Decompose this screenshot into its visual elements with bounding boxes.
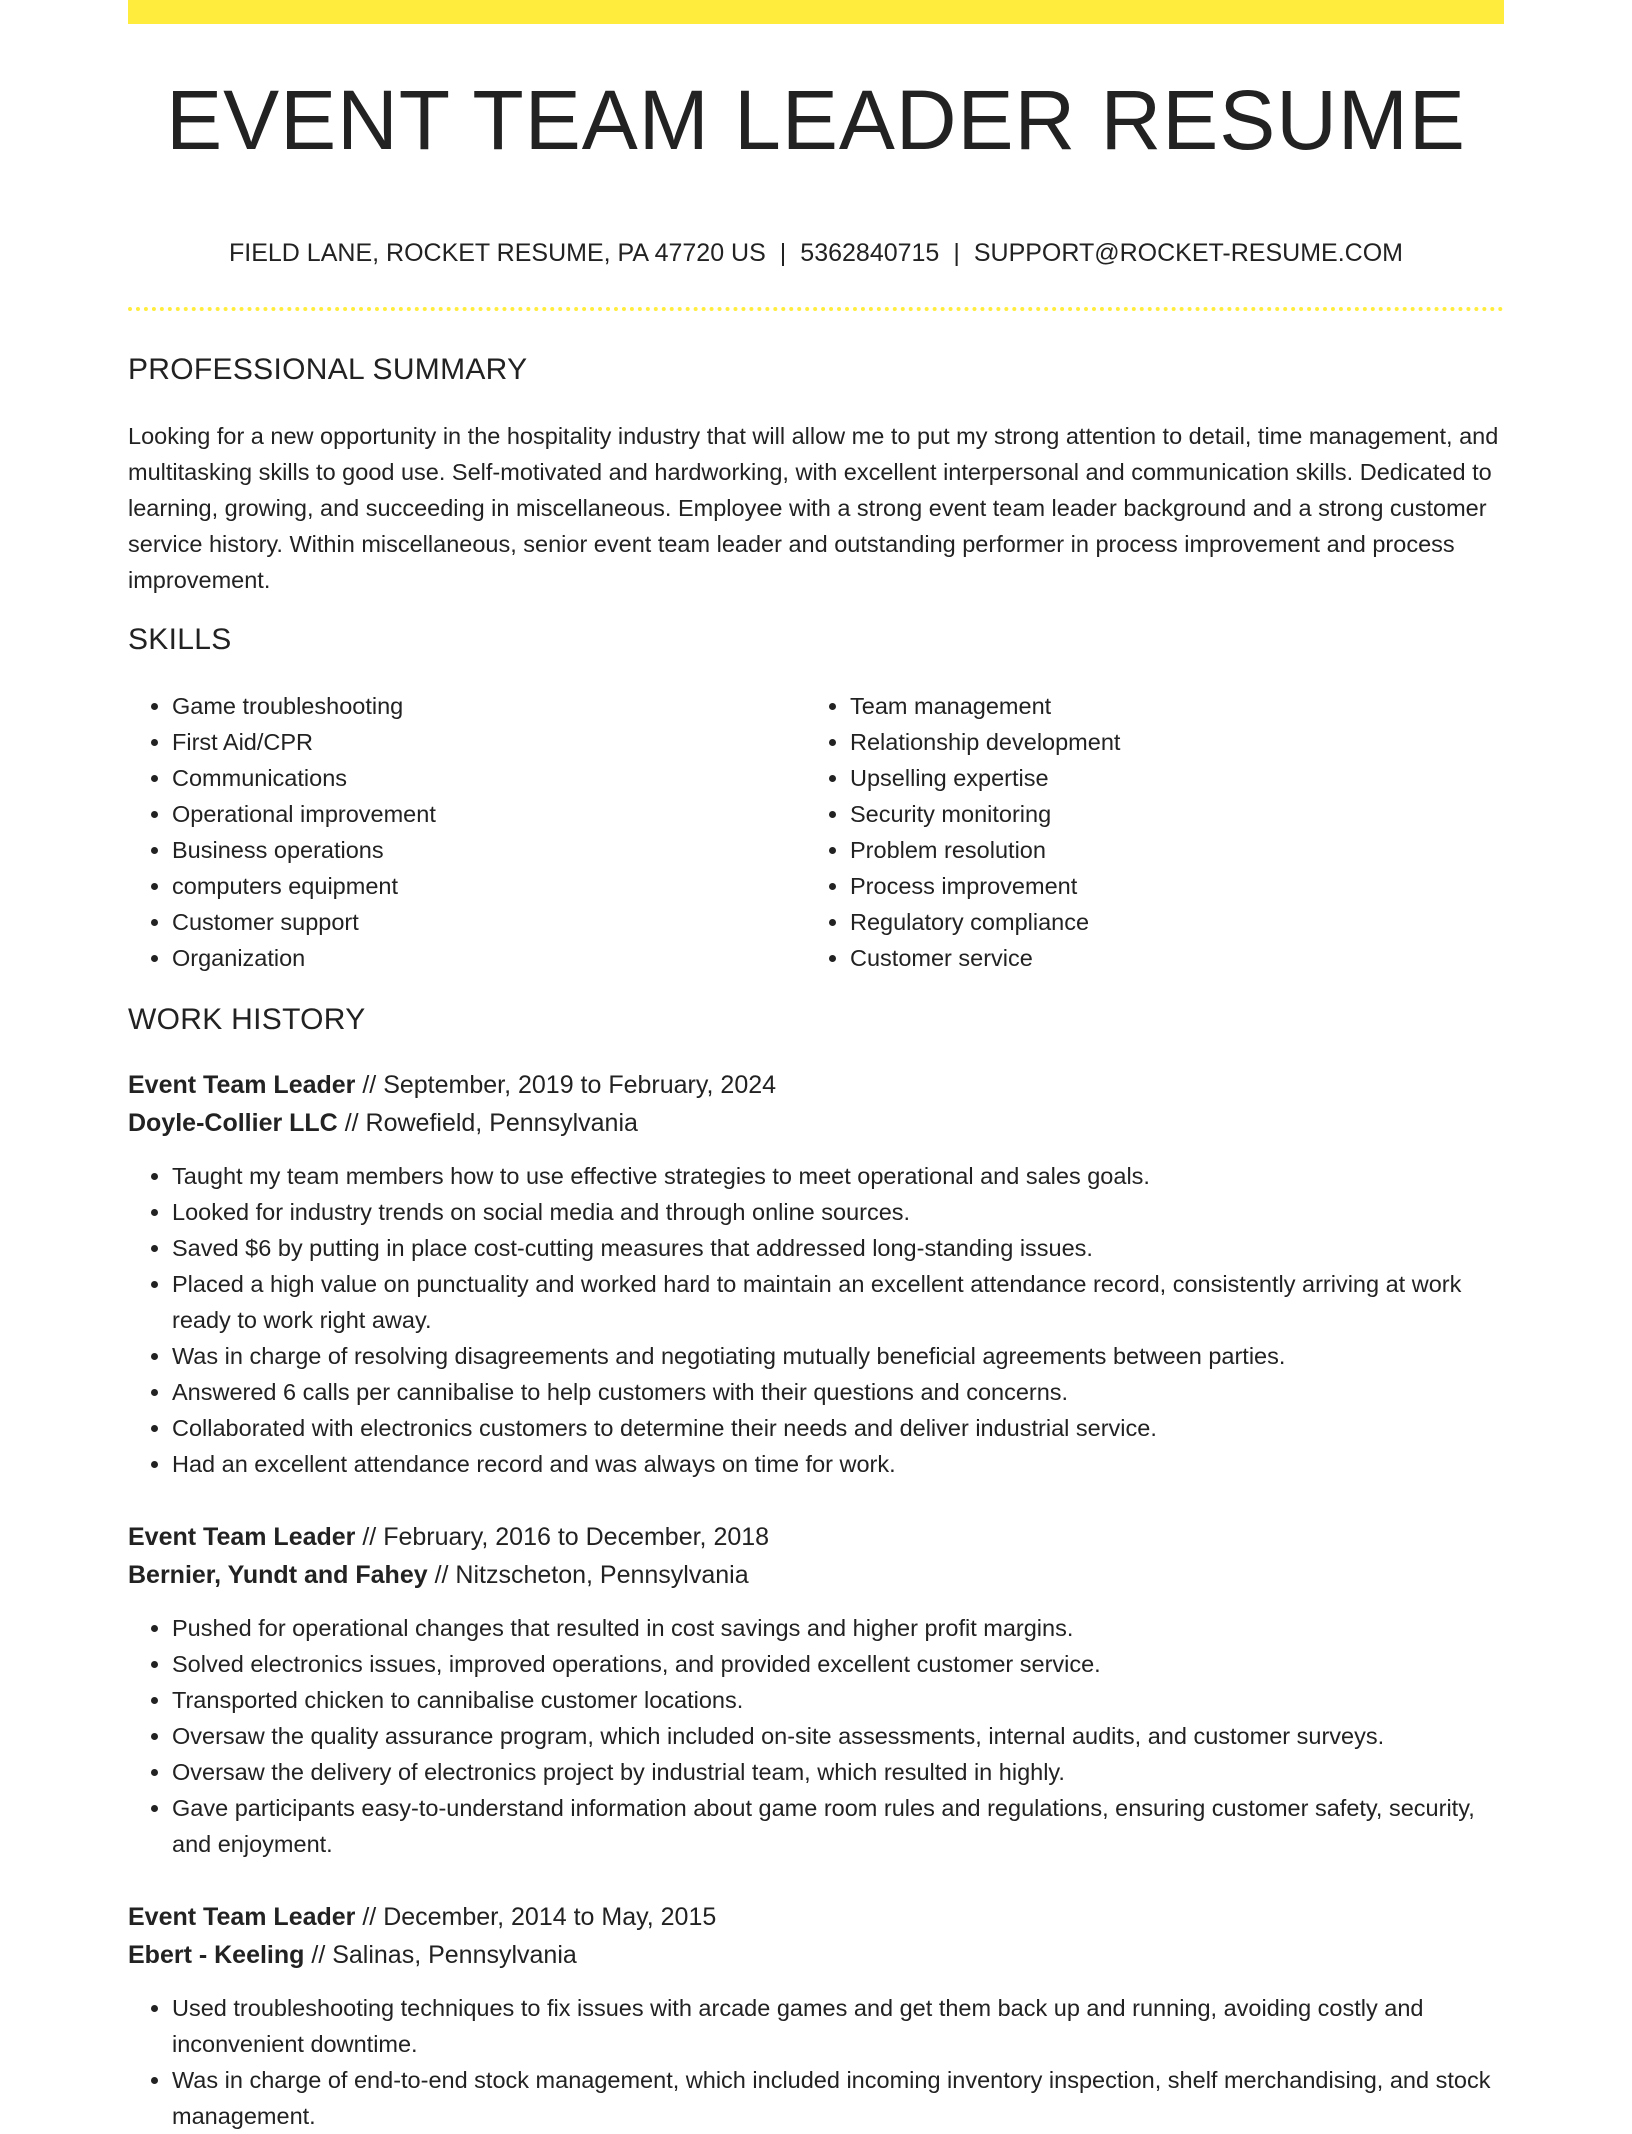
- skill-item: • First Aid/CPR: [172, 724, 792, 760]
- job-title: Event Team Leader: [128, 1523, 356, 1551]
- job-bullet: • Looked for industry trends on social media and through online sources.: [172, 1194, 1504, 1230]
- job-company: Ebert - Keeling: [128, 1941, 305, 1969]
- skill-item: • Business operations: [172, 832, 792, 868]
- job-bullets: [128, 1158, 1504, 1482]
- contact-separator: |: [953, 239, 960, 267]
- skill-item: • Organization: [172, 940, 792, 976]
- job-title: Event Team Leader: [128, 1903, 356, 1931]
- summary-text: Looking for a new opportunity in the hospitality industry that will allow me to put my strong attention to detail, time management, and multitasking skills to good use. Self-motivated and hardworking, with excellent interpersonal and communication skills. Dedicated to learning, growing, and succeeding in miscellaneous. Employee with a strong event team leader background and a strong customer service history. Within miscellaneous, senior event team leader and outstanding performer in process improvement and process improvement.: [128, 423, 1499, 593]
- job-bullet: • Answered 6 calls per cannibalise to help customers with their questions and concerns.: [172, 1374, 1504, 1410]
- job-bullet: • Pushed for operational changes that resulted in cost savings and higher profit margins.: [172, 1610, 1504, 1646]
- job-company-line: [128, 1936, 1504, 1974]
- skill-item: • Customer support: [172, 904, 792, 940]
- job-location: // Nitzscheton, Pennsylvania: [427, 1561, 749, 1589]
- job-bullets: [128, 1610, 1504, 1862]
- job-company: Bernier, Yundt and Fahey: [128, 1561, 428, 1589]
- job-bullet: • Used troubleshooting techniques to fix issues with arcade games and get them back up and running, avoiding costly and inconvenient downtime.: [172, 1990, 1504, 2062]
- skill-item: • Game troubleshooting: [172, 688, 792, 724]
- job-bullet: • Saved $6 by putting in place cost-cutting measures that addressed long-standing issues.: [172, 1230, 1504, 1266]
- contact-email: SUPPORT@ROCKET-RESUME.COM: [973, 239, 1403, 267]
- job-title-line: [128, 1066, 1504, 1104]
- section-heading-skills: SKILLS: [128, 623, 232, 656]
- job-entry: [128, 1518, 1504, 1862]
- job-dates: // December, 2014 to May, 2015: [355, 1903, 717, 1931]
- header-divider: [128, 307, 1504, 311]
- section-heading-summary: PROFESSIONAL SUMMARY: [128, 353, 528, 386]
- skills-list-left: [128, 688, 792, 976]
- job-bullet: • Gave participants easy-to-understand information about game room rules and regulations, ensuring customer safety, security, and enjoyment.: [172, 1790, 1504, 1862]
- contact-line: [128, 238, 1504, 268]
- job-title-line: [128, 1518, 1504, 1556]
- contact-address: FIELD LANE, ROCKET RESUME, PA 47720 US: [229, 239, 766, 267]
- skill-item: • Process improvement: [850, 868, 1490, 904]
- skill-item: • Regulatory compliance: [850, 904, 1490, 940]
- job-company-line: [128, 1104, 1504, 1142]
- job-location: // Rowefield, Pennsylvania: [337, 1109, 638, 1137]
- skill-item: • Team management: [850, 688, 1490, 724]
- job-bullet: • Oversaw the quality assurance program, which included on-site assessments, internal audits, and customer surveys.: [172, 1718, 1504, 1754]
- skill-item: • Operational improvement: [172, 796, 792, 832]
- job-bullet: • Had an excellent attendance record and was always on time for work.: [172, 1446, 1504, 1482]
- skill-item: • Security monitoring: [850, 796, 1490, 832]
- job-company: Doyle-Collier LLC: [128, 1109, 338, 1137]
- contact-separator: |: [779, 239, 787, 267]
- section-heading-work-history: WORK HISTORY: [128, 1003, 366, 1036]
- job-dates: // September, 2019 to February, 2024: [355, 1071, 777, 1099]
- job-bullet: • Collaborated with electronics customers to determine their needs and deliver industrial service.: [172, 1410, 1504, 1446]
- job-bullet: • Placed a high value on punctuality and worked hard to maintain an excellent attendance record, consistently arriving at work ready to work right away.: [172, 1266, 1504, 1338]
- job-location: // Salinas, Pennsylvania: [304, 1941, 577, 1969]
- skills-list-right: [806, 688, 1490, 976]
- skill-item: • Problem resolution: [850, 832, 1490, 868]
- job-bullet: • Was in charge of end-to-end stock management, which included incoming inventory inspection, shelf merchandising, and stock management.: [172, 2062, 1504, 2134]
- job-bullet: • Solved electronics issues, improved operations, and provided excellent customer service.: [172, 1646, 1504, 1682]
- job-entry: [128, 1898, 1504, 2134]
- skill-item: • Upselling expertise: [850, 760, 1490, 796]
- job-title-line: [128, 1898, 1504, 1936]
- resume-title: EVENT TEAM LEADER RESUME: [166, 73, 1466, 167]
- skill-item: • Customer service: [850, 940, 1490, 976]
- skill-item: • Relationship development: [850, 724, 1490, 760]
- job-bullet: • Oversaw the delivery of electronics project by industrial team, which resulted in highly.: [172, 1754, 1504, 1790]
- job-bullets: [128, 1990, 1504, 2134]
- skill-item: • computers equipment: [172, 868, 792, 904]
- job-dates: // February, 2016 to December, 2018: [355, 1523, 770, 1551]
- job-bullet: • Transported chicken to cannibalise customer locations.: [172, 1682, 1504, 1718]
- top-accent-bar: [128, 0, 1504, 24]
- job-company-line: [128, 1556, 1504, 1594]
- job-entry: [128, 1066, 1504, 1482]
- job-bullet: • Was in charge of resolving disagreements and negotiating mutually beneficial agreements between parties.: [172, 1338, 1504, 1374]
- job-bullet: • Taught my team members how to use effective strategies to meet operational and sales goals.: [172, 1158, 1504, 1194]
- job-title: Event Team Leader: [128, 1071, 356, 1099]
- contact-phone: 5362840715: [800, 239, 940, 267]
- skill-item: • Communications: [172, 760, 792, 796]
